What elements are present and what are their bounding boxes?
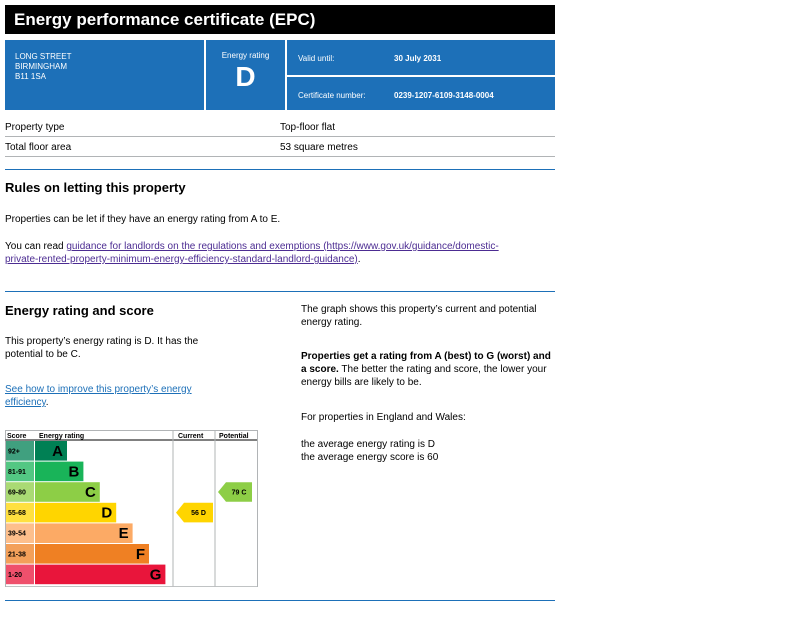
graph-explanation: The graph shows this property’s current and potential energy rating.: [301, 304, 537, 328]
score-heading: Energy rating and score: [5, 303, 154, 318]
energy-rating-chart: [5, 430, 260, 587]
average-score-text: the average energy score is 60: [301, 452, 439, 463]
landlord-guidance-link[interactable]: guidance for landlords on the regulations and exemptions (https://www.gov.uk/guidance/domestic- private-rented-property-minimum-energy-efficiency-standard-landlord-guidance): [5, 241, 499, 265]
band-letter: G: [149, 566, 162, 584]
letting-guidance-paragraph: [5, 240, 555, 266]
section-divider: [5, 169, 555, 170]
chart-header-rating: Energy rating: [39, 433, 85, 440]
address-block: [5, 40, 204, 110]
band-letter: D: [101, 504, 113, 522]
address-line-1: LONG STREET: [15, 52, 72, 61]
floor-area-label: Total floor area: [5, 142, 72, 153]
band-score-label: 81-91: [8, 468, 26, 476]
band-bar: [35, 544, 149, 564]
rating-scale-explanation: Properties get a rating from A (best) to G (worst) and a score. The better the rating and score, the lower your energy bills are likely to be.: [301, 351, 551, 388]
band-score-label: 69-80: [8, 489, 26, 497]
chart-header-score: Score: [7, 433, 27, 440]
section-divider: [5, 291, 555, 292]
improve-efficiency-paragraph: See how to improve this property’s energy efficiency.: [5, 384, 192, 408]
page-title: Energy performance certificate (EPC): [5, 5, 555, 34]
address-line-2: BIRMINGHAM: [15, 62, 67, 71]
floor-area-row: [5, 138, 555, 157]
guidance-suffix: .: [357, 254, 361, 265]
band-letter: B: [68, 463, 80, 481]
valid-until-label: Valid until:: [298, 54, 335, 63]
band-letter: F: [135, 545, 145, 563]
guidance-prefix: You can read: [5, 241, 67, 252]
energy-rating-box: [206, 40, 285, 110]
current-rating-marker-label: 56 D: [191, 510, 206, 518]
band-score-label: 1-20: [8, 571, 23, 579]
band-score-label: 21-38: [8, 551, 26, 559]
property-type-row: [5, 118, 555, 137]
chart-header-current: Current: [178, 433, 204, 440]
england-wales-label: For properties in England and Wales:: [301, 412, 466, 423]
energy-rating-value: D: [235, 61, 256, 92]
floor-area-value: 53 square metres: [280, 142, 358, 153]
property-type-value: Top-floor flat: [280, 122, 336, 133]
band-score-label: 92+: [8, 448, 20, 456]
section-divider: [5, 600, 555, 601]
chart-header-potential: Potential: [219, 433, 249, 440]
certificate-number-block: [287, 77, 555, 110]
valid-until-block: [287, 40, 555, 75]
band-bar: [35, 565, 165, 585]
address-line-3: B11 1SA: [15, 72, 46, 81]
band-letter: E: [118, 525, 129, 543]
property-type-label: Property type: [5, 122, 65, 133]
band-letter: A: [52, 442, 63, 460]
band-letter: C: [84, 484, 96, 501]
certificate-number-label: Certificate number:: [298, 91, 366, 100]
band-score-label: 55-68: [8, 510, 26, 518]
letting-paragraph: Properties can be let if they have an energy rating from A to E.: [5, 214, 281, 225]
rating-paragraph: This property’s energy rating is D. It has the potential to be C.: [5, 336, 199, 360]
certificate-number-value: 0239-1207-6109-3148-0004: [394, 91, 494, 100]
average-rating-text: the average energy rating is D: [301, 439, 435, 450]
energy-rating-label: Energy rating: [221, 51, 270, 60]
potential-rating-marker-label: 79 C: [231, 489, 247, 497]
valid-until-value: 30 July 2031: [394, 54, 442, 63]
improve-efficiency-link[interactable]: See how to improve this property’s energy efficiency: [5, 384, 192, 408]
band-score-label: 39-54: [8, 530, 26, 538]
letting-heading: Rules on letting this property: [5, 180, 186, 195]
